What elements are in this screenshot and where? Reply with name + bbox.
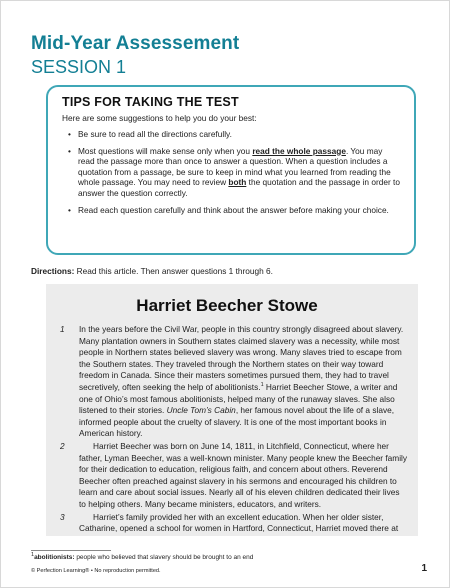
tip-item-1-text: Be sure to read all the directions carefully. bbox=[78, 129, 232, 139]
footnote-text: people who believed that slavery should be brought to an end bbox=[74, 554, 254, 561]
tips-heading: TIPS FOR TAKING THE TEST bbox=[62, 95, 239, 109]
paragraph-2 bbox=[46, 441, 408, 511]
footnote-term: abolitionists: bbox=[34, 554, 75, 561]
paragraph-number: 3 bbox=[60, 511, 65, 522]
directions-label: Directions: bbox=[31, 266, 75, 276]
paragraph-1 bbox=[46, 324, 408, 440]
tip-item-2-pre: Most questions will make sense only when you bbox=[78, 145, 253, 156]
paragraph-number: 1 bbox=[60, 324, 65, 334]
page-title: Mid-Year Assessement bbox=[31, 33, 240, 54]
directions bbox=[31, 266, 273, 276]
footnote-number: 1 bbox=[31, 551, 35, 558]
tip-item-3-text: Read each question carefully and think about the answer before making your choice. bbox=[78, 204, 389, 215]
tip-item-2-post: the quotation and the passage in order to answer the question correctly. bbox=[78, 177, 400, 198]
tip-item-2-mid: . You may read the passage more than once to answer a question. When a question includes a quotation from a passage, be sure to keep in mind what you learned from reading the whole passage. You may need to review bbox=[78, 145, 391, 188]
footnote bbox=[31, 551, 254, 561]
article-title: Harriet Beecher Stowe bbox=[136, 296, 318, 315]
tip-item-3 bbox=[78, 205, 400, 216]
footnote-divider bbox=[31, 550, 111, 551]
tip-item-2 bbox=[78, 146, 400, 199]
tips-box bbox=[46, 85, 416, 255]
tip-highlight-both: both bbox=[228, 177, 247, 188]
footnote-marker: 1 bbox=[260, 382, 264, 389]
paragraph-1-text-a: In the years before the Civil War, people in this country strongly disagreed about slavery. Many plantation owners in Southern states claimed slavery was a necessity, while most people in Northern states believed slavery was wrong. Many slaves tried to escape from the Southern states. They traveled through the Northern states on their way toward freedom in Canada. Since their masters sometimes pursued them, they had to travel secretively, often seeking the help of abolitionists. bbox=[79, 324, 404, 392]
page-number: 1 bbox=[421, 563, 427, 574]
paragraph-number: 2 bbox=[60, 440, 65, 451]
article-panel bbox=[46, 284, 418, 536]
paragraph-3 bbox=[46, 512, 408, 537]
book-title: Uncle Tom’s Cabin bbox=[166, 405, 236, 416]
tips-intro: Here are some suggestions to help you do your best: bbox=[62, 113, 257, 123]
copyright-notice: © Perfection Learning® • No reproduction permitted. bbox=[31, 568, 161, 574]
paragraph-1-text-c: , her famous novel about the life of a slave, informed people about the cruelty of slavery. It is one of the most important books in American history. bbox=[79, 405, 395, 439]
tip-highlight-whole-passage: read the whole passage bbox=[252, 145, 346, 156]
paragraph-2-text: Harriet Beecher was born on June 14, 1811, in Litchfield, Connecticut, where her father, Lyman Beecher, was a well-known minister. Many people knew the Beecher family for their dedication to education, religious faith, and concern about others. Reverend Beecher often preached against slavery in his sermons and encouraged his children to learn and care about social issues. Nearly all of his eleven children dedicated their lives to helping others. Many became ministers, educators, and writers. bbox=[79, 440, 408, 509]
paragraph-1-text-b: Harriet Beecher Stowe, a writer and one of Ohio’s most famous abolitionists, helped many of the runaway slaves. She also listened to their stories. bbox=[79, 381, 398, 416]
session-subtitle: SESSION 1 bbox=[31, 57, 127, 77]
directions-text: Read this article. Then answer questions 1 through 6. bbox=[74, 266, 273, 276]
tips-list bbox=[62, 129, 400, 215]
paragraph-3-text: Harriet’s family provided her with an excellent education. When her older sister, Catharine, opened a school for women in Hartford, Connecticut, Harriet moved there at bbox=[79, 511, 399, 534]
tip-item-1 bbox=[78, 129, 400, 140]
